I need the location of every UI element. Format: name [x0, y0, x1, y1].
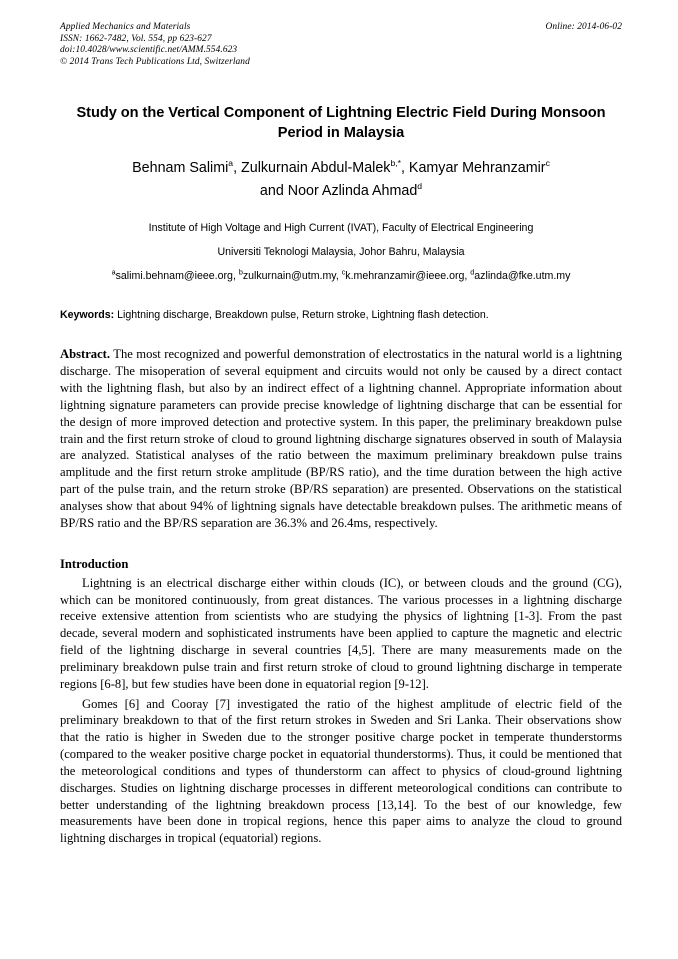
author-separator: , [233, 160, 242, 177]
online-date: Online: 2014-06-02 [545, 22, 622, 32]
abstract-paragraph [60, 346, 622, 531]
section-heading-introduction: Introduction [60, 556, 129, 571]
author-affil-marker: a [228, 158, 234, 169]
email-marker: a [111, 267, 116, 277]
email-marker: d [470, 267, 475, 277]
author-name: Noor Azlinda Ahmad [287, 182, 418, 199]
abstract-label: Abstract. [60, 347, 111, 362]
email-separator: , [464, 270, 471, 283]
email-address[interactable]: azlinda@fke.utm.my [474, 270, 571, 283]
author-affil-marker: d [417, 181, 423, 192]
author-line-1 [66, 157, 616, 180]
email-address[interactable]: salimi.behnam@ieee.org [115, 270, 233, 283]
email-marker: b [238, 267, 243, 277]
introduction-paragraph-2: Gomes [6] and Cooray [7] investigated the ratio of the highest amplitude of electric field of the preliminary breakdown to that of the first return strokes in Sweden and Sri Lanka. Their observations show that the ratio is higher in Sweden due to the stronger positive charge pocket in temperate thunderstorms (compared to the weaker positive charge pocket in equatorial thunderstorms). Thus, it could be mentioned that the meteorological conditions and types of thunderstorm can affect to physics of cloud-ground lightning discharges. Studies on lightning discharge processes in different meteorological conditions can contribute to better understanding of the lightning breakdown process [13,14]. To the best of our knowledge, few measurements have been done in tropical regions, hence this paper aims to analyze the cloud to ground lightning discharges in tropical (equatorial) regions. [60, 696, 622, 846]
author-line-2 [66, 180, 616, 203]
affiliation-block [60, 216, 622, 288]
author-name: Zulkurnain Abdul-Malek [241, 160, 391, 177]
author-affil-marker: b,* [390, 158, 401, 169]
abstract-text: The most recognized and powerful demonstration of electrostatics in the natural world is a lightning discharge. The misoperation of several equipment and circuits would not only be caused by a direct contact with the lightning flash, but also by an indirect effect of a lightning channel. Appropriate information about lightning signature parameters can provide precise knowledge of lightning discharge that can be essential for the design of more improved detection and protective system. In this paper, the preliminary breakdown pulse train and the first return stroke of cloud to ground lightning discharge signatures observed in south of Malaysia are analyzed. Statistical analyses of the ratio between the maximum preliminary breakdown pulse trains amplitude and the first return stroke amplitude (BP/RS ratio), and the time duration between the high active part of the pulse train, and the return stroke (BP/RS separation) are presented. Observations on the statistical analyses show that about 94% of lightning signals have detectable breakdown pulses. The arithmetic means of BP/RS ratio and the BP/RS separation are 36.3% and 26.4ms, respectively. [60, 347, 622, 530]
author-list [66, 157, 616, 202]
copyright-line: © 2014 Trans Tech Publications Ltd, Switzerland [60, 56, 250, 67]
email-address[interactable]: k.mehranzamir@ieee.org [345, 270, 465, 283]
journal-name: Applied Mechanics and Materials [60, 22, 191, 32]
keywords-label: Keywords: [60, 309, 115, 322]
email-separator: , [335, 270, 342, 283]
author-affil-marker: c [545, 158, 550, 169]
author-name: Kamyar Mehranzamir [408, 160, 546, 177]
keywords-text: Lightning discharge, Breakdown pulse, Return stroke, Lightning flash detection. [114, 309, 489, 322]
affiliation-line-2: Universiti Teknologi Malaysia, Johor Bahru, Malaysia [217, 246, 465, 259]
affiliation-line-1: Institute of High Voltage and High Current (IVAT), Faculty of Electrical Engineering [148, 222, 534, 235]
email-marker: c [341, 267, 346, 277]
keywords-line [60, 308, 622, 322]
email-address[interactable]: zulkurnain@utm.my [242, 270, 336, 283]
running-head [60, 22, 622, 68]
author-name: Behnam Salimi [132, 160, 229, 177]
author-conjunction: and [259, 182, 288, 199]
email-separator: , [232, 270, 239, 283]
introduction-paragraph-1: Lightning is an electrical discharge either within clouds (IC), or between clouds and the ground (CG), which can be monitored continuously, from great distances. The various processes in a lightning discharge receive extensive attention from scientists who are studying the physics of lightning [1-3]. From the past decade, several modern and sophisticated instruments have been applied to capture the magnetic and electric field of the lightning discharge in several countries [4,5]. There are many measurements made on the preliminary breakdown pulse train and first return stroke of cloud to ground lightning discharge in temperate regions [6-8], but few studies have been done in equatorial region [9-12]. [60, 575, 622, 691]
doi-line: doi:10.4028/www.scientific.net/AMM.554.623 [60, 45, 238, 56]
page-title: Study on the Vertical Component of Lightning Electric Field During Monsoon Period in Malaysia [76, 105, 606, 141]
author-separator: , [400, 160, 409, 177]
issn-line: ISSN: 1662-7482, Vol. 554, pp 623-627 [60, 33, 212, 44]
author-emails [60, 264, 622, 288]
